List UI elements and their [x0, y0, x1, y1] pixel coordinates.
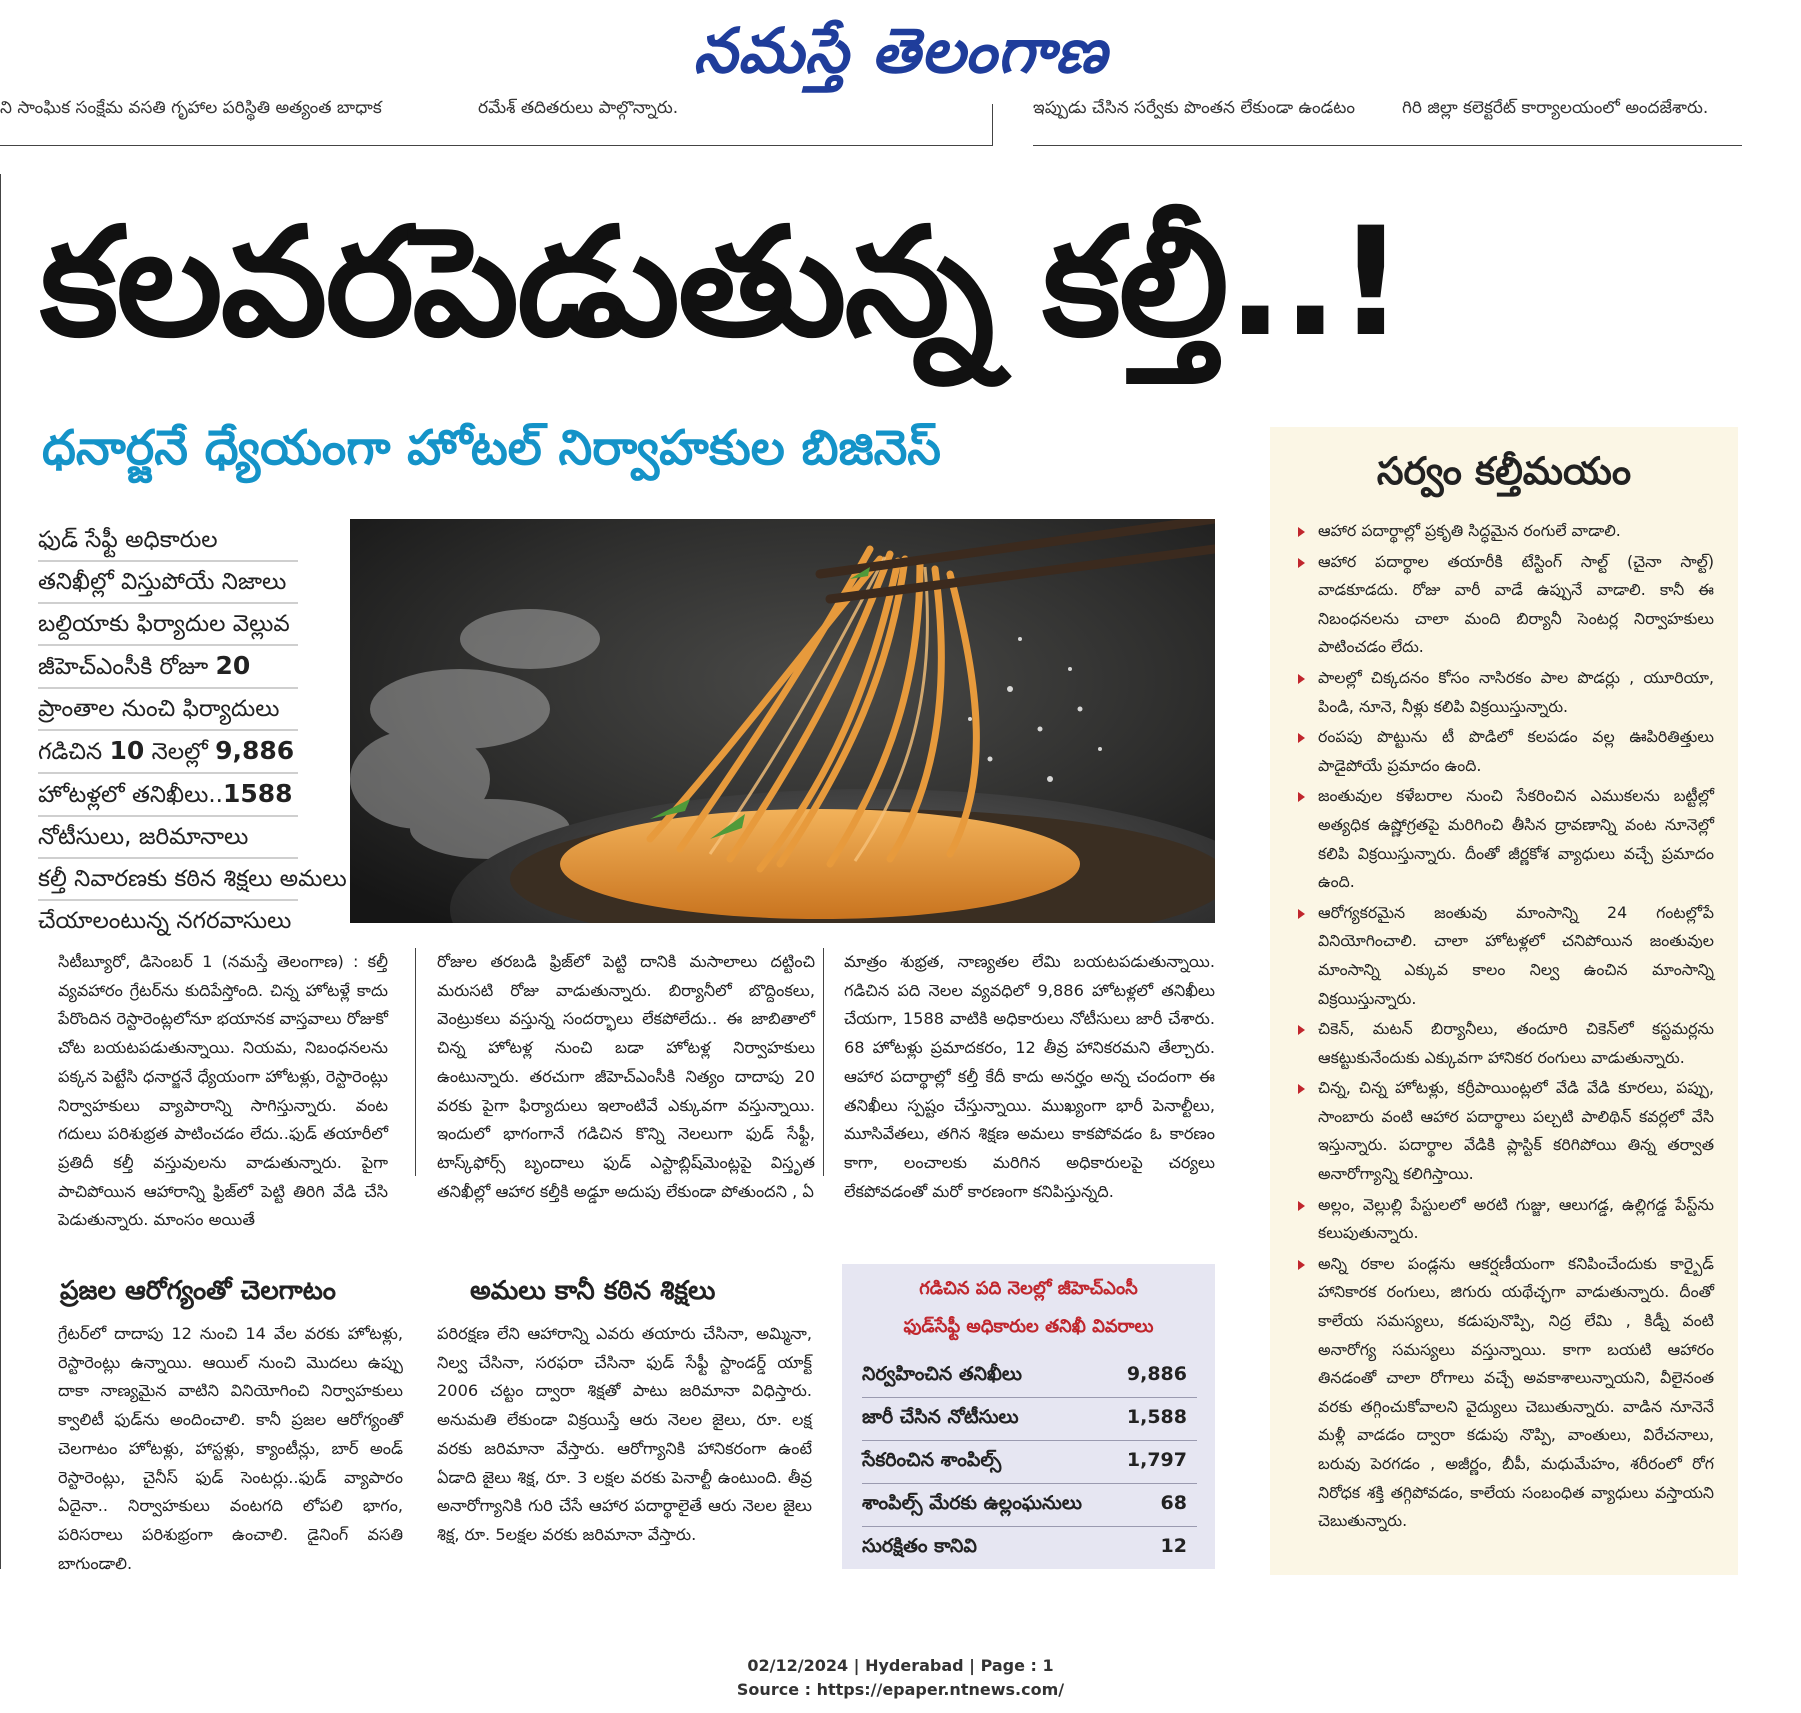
column-rule	[823, 948, 824, 1176]
list-item: చిన్న, చిన్న హోటళ్లు, కర్రీపాయింట్లలో వేడి వేడి కూరలు, పప్పు, సాంబారు వంటి ఆహార పదార్థాలు పల్చటి పాలిథిన్ కవర్లలో వేసి ఇస్తున్నారు. పదార్థాల వేడికి ప్లాస్టిక్ కరిగిపోయి తిన్న తర్వాత అనారోగ్యాన్ని కలిగిస్తాయి.	[1296, 1074, 1714, 1188]
section-body-penalties	[437, 1320, 812, 1550]
list-item: అన్ని రకాల పండ్లను ఆకర్షణీయంగా కనిపించేందుకు కార్బైడ్ హానికారక రంగులు, జిగురు యథేచ్ఛగా వాడుతున్నారు. దీంతో కాలేయ సమస్యలు, కడుపునొప్పి, నిద్ర లేమి , కిడ్నీ వంటి అనారోగ్య సమస్యలు వస్తున్నాయి. కాగా బయటి ఆహారం తినడంతో చాలా రోగాలు వచ్చే అవకాశాలున్నాయని, వీలైనంత వరకు తగ్గించుకోవాలని వైద్యులు చెబుతున్నారు. వాడిన నూనెనే మళ్లీ వాడడం ద్వారా కడుపు నొప్పి, వాంతులు, విరేచనాలు, బరువు పెరగడం , అజీర్ణం, బీపీ, మధుమేహం, శరీరంలో రోగ నిరోధక శక్తి తగ్గిపోవడం, కాలేయ సంబంధిత వ్యాధులు వస్తాయని చెబుతున్నారు.	[1296, 1250, 1714, 1536]
body-column-1	[58, 948, 388, 1235]
top-strip-divider	[992, 104, 993, 146]
table-row: సేకరించిన శాంపిల్స్ 1,797	[862, 1440, 1197, 1484]
footer-source-link[interactable]: Source : https://epaper.ntnews.com/	[736, 1680, 1065, 1699]
body-text: సిటీబ్యూరో, డిసెంబర్ 1 (నమస్తే తెలంగాణ) : కల్తీ వ్యవహారం గ్రేటర్‌ను కుదిపేస్తోంది. చిన్న హోటళ్లే కాదు పేరొందిన రెస్టారెంట్లలోనూ భయానక వాస్తవాలు రోజుకో చోట బయటపడుతున్నాయి. నియమ, నిబంధనలను పక్కన పెట్టేసి ధనార్జనే ధ్యేయంగా హోటళ్లు, రెస్టారెంట్లు నిర్వాహకులు వ్యాపారాన్ని సాగిస్తున్నారు. వంట గదులు పరిశుభ్రత పాటించడం లేదు..ఫుడ్ తయారీలో ప్రతిదీ కల్తీ వస్తువులను వాడుతున్నారు. పైగా పాచిపోయిన ఆహారాన్ని ఫ్రిజ్‌లో పెట్టి తిరిగి వేడి చేసి పెడుతున్నారు. మాంసం అయితే	[58, 952, 388, 1230]
table-row: జారీ చేసిన నోటీసులు 1,588	[862, 1397, 1197, 1441]
highlight-item: హోటళ్లలో తనిఖీలు..1588	[38, 774, 298, 817]
list-item: అల్లం, వెల్లుల్లి పేస్టులలో అరటి గుజ్జు, ఆలుగడ్డ, ఉల్లిగడ్డ పేస్ట్‌ను కలుపుతున్నారు.	[1296, 1191, 1714, 1248]
list-item: పాలల్లో చిక్కదనం కోసం నాసిరకం పాల పొడర్లు , యూరియా, పిండి, నూనె, నీళ్లు కలిపి విక్రయిస్తున్నారు.	[1296, 664, 1714, 721]
list-item: జంతువుల కళేబరాల నుంచి సేకరించిన ఎముకలను బట్టీల్లో అత్యధిక ఉష్ణోగ్రతపై మరిగించి తీసిన ద్రావణాన్ని వంట నూనెల్లో కలిపి విక్రయిస్తున్నారు. దీంతో జీర్ణకోశ వ్యాధులు వచ్చే ప్రమాదం ఉంది.	[1296, 782, 1714, 896]
top-strip-rule-right	[1033, 145, 1742, 146]
highlight-item: ప్రాంతాల నుంచి ఫిర్యాదులు	[38, 689, 298, 731]
sidebar-list	[1296, 517, 1714, 1538]
inspection-stats-table	[842, 1264, 1215, 1569]
body-text: రోజుల తరబడి ఫ్రిజ్‌లో పెట్టి దానికి మసాలాలు దట్టించి మరుసటి రోజు వాడుతున్నారు. బిర్యానీలో బొద్దింకలు, వెంట్రుకలు వస్తున్న సందర్భాలు లేకపోలేదు.. ఈ జాబితాలో చిన్న హోటళ్ల నుంచి బడా హోటళ్ల నిర్వాహకులు ఉంటున్నారు. తరచుగా జీహెచ్ఎంసీకి నిత్యం దాదాపు 20 వరకు పైగా ఫిర్యాదులు ఇలాంటివే ఎక్కువగా వస్తున్నాయి. ఇందులో భాగంగానే గడిచిన కొన్ని నెలలుగా ఫుడ్ సేఫ్టీ, టాస్క్‌ఫోర్స్ బృందాలు ఫుడ్ ఎస్టాబ్లిష్‌మెంట్లపై విస్తృత తనిఖీల్లో ఆహార కల్తీకి అడ్డూ అదుపు లేకుండా పోతుందని , ఏ	[437, 952, 815, 1201]
main-headline: కలవరపెడుతున్న కల్తీ..!	[40, 196, 1404, 370]
table-row: శాంపిల్స్ మేరకు ఉల్లంఘనులు 68	[862, 1483, 1197, 1527]
column-rule	[415, 948, 416, 1176]
top-strip-text-4: గిరి జిల్లా కలెక్టరేట్ కార్యాలయంలో అందజేశారు.	[1402, 98, 1709, 118]
highlight-item: చేయాలంటున్న నగరవాసులు	[38, 908, 292, 934]
top-strip-text-3: ఇప్పుడు చేసిన సర్వేకు పొంతన లేకుండా ఉండటం	[1033, 98, 1356, 118]
table-heading: గడిచిన పది నెలల్లో జీహెచ్ఎంసీ ఫుడ్‌సేఫ్టీ అధికారుల తనిఖీ వివరాలు	[903, 1278, 1154, 1337]
body-text: పరిరక్షణ లేని ఆహారాన్ని ఎవరు తయారు చేసినా, అమ్మినా, నిల్వ చేసినా, సరఫరా చేసినా ఫుడ్ సేఫ్టీ స్టాండర్డ్ యాక్ట్ 2006 చట్టం ద్వారా శిక్షతో పాటు జరిమానా విధిస్తారు. అనుమతి లేకుండా విక్రయిస్తే ఆరు నెలల జైలు, రూ. లక్ష వరకు జరిమానా వేస్తారు. ఆరోగ్యానికి హానికరంగా ఉంటే ఏడాది జైలు శిక్ష, రూ. 3 లక్షల వరకు పెనాల్టీ ఉంటుంది. తీవ్ర అనారోగ్యానికి గురి చేసే ఆహార పదార్థాలైతే ఆరు నెలల జైలు శిక్ష, రూ. 5లక్షల వరకు జరిమానా వేస్తారు.	[437, 1324, 812, 1544]
body-column-3	[844, 948, 1215, 1206]
highlight-item: జీహెచ్ఎంసీకి రోజూ 20	[38, 646, 298, 689]
list-item: ఆహార పదార్థాల్లో ప్రకృతి సిద్ధమైన రంగులే వాడాలి.	[1296, 517, 1714, 546]
noodles-photo	[350, 519, 1215, 923]
sidebar-title: సర్వం కల్తీమయం	[1376, 449, 1632, 493]
highlight-item: కల్తీ నివారణకు కఠిన శిక్షలు అమలు	[38, 859, 298, 901]
section-title-public-health: ప్రజల ఆరోగ్యంతో చెలగాటం	[60, 1276, 336, 1306]
list-item: ఆరోగ్యకరమైన జంతువు మాంసాన్ని 24 గంటల్లోపే వినియోగించాలి. చాలా హోటళ్లలో చనిపోయిన జంతువుల మాంసాన్ని ఎక్కువ కాలం నిల్వ ఉంచిన మాంసాన్ని విక్రయిస్తున్నారు.	[1296, 899, 1714, 1013]
highlight-item: బల్దియాకు ఫిర్యాదుల వెల్లువ	[38, 604, 298, 646]
highlight-item: ఫుడ్ సేఫ్టీ అధికారుల	[38, 520, 298, 562]
table-row: సురక్షితం కానివి 12	[862, 1535, 1187, 1557]
sidebar-box	[1270, 427, 1738, 1575]
footer-date-line: 02/12/2024 | Hyderabad | Page : 1	[747, 1656, 1054, 1675]
top-strip-text-1: ని సాంఘిక సంక్షేమ వసతి గృహాల పరిస్థితి అత్యంత బాధాక	[0, 98, 382, 118]
highlights-list	[38, 520, 347, 941]
table-row: నిర్వహించిన తనిఖీలు 9,886	[862, 1354, 1197, 1398]
section-body-public-health	[58, 1320, 403, 1578]
list-item: చికెన్, మటన్ బిర్యానీలు, తందూరి చికెన్‌లో కస్టమర్లను ఆకట్టుకునేందుకు ఎక్కువగా హానికర రంగులు వాడుతున్నారు.	[1296, 1015, 1714, 1072]
story-left-rule	[0, 174, 1, 1569]
body-text: గ్రేటర్‌లో దాదాపు 12 నుంచి 14 వేల వరకు హోటళ్లు, రెస్టారెంట్లు ఉన్నాయి. ఆయిల్ నుంచి మొదలు ఉప్పు దాకా నాణ్యమైన వాటిని వినియోగించి నిర్వాహకులు క్వాలిటీ ఫుడ్‌ను అందించాలి. కానీ ప్రజల ఆరోగ్యంతో చెలగాటం హోటళ్లు, హాస్టళ్లు, క్యాంటీన్లు, బార్ అండ్ రెస్టారెంట్లు, చైనీస్ ఫుడ్ సెంటర్లు..ఫుడ్ వ్యాపారం ఏదైనా.. నిర్వాహకులు వంటగది లోపలి భాగం, పరిసరాలు పరిశుభ్రంగా ఉంచాలి. డైనింగ్ వసతి బాగుండాలి.	[58, 1324, 403, 1573]
list-item: రంపపు పొట్టును టీ పొడిలో కలపడం వల్ల ఊపిరితిత్తులు పాడైపోయే ప్రమాదం ఉంది.	[1296, 723, 1714, 780]
highlight-item: నోటీసులు, జరిమానాలు	[38, 817, 298, 859]
masthead-logo: నమస్తే తెలంగాణ	[693, 14, 1108, 87]
highlight-item: గడిచిన 10 నెలల్లో 9,886	[38, 731, 298, 774]
section-title-penalties: అమలు కానీ కఠిన శిక్షలు	[470, 1276, 716, 1306]
body-column-2	[437, 948, 815, 1206]
top-strip-text-2: రమేశ్ తదితరులు పాల్గొన్నారు.	[478, 98, 679, 118]
list-item: ఆహార పదార్థాల తయారీకి టేస్టింగ్ సాల్ట్ (చైనా సాల్ట్) వాడకూడదు. రోజు వారీ వాడే ఉప్పునే వాడాలి. కానీ ఈ నిబంధనలను చాలా మంది బిర్యానీ సెంటర్ల నిర్వాహకులు పాటించడం లేదు.	[1296, 548, 1714, 662]
sub-headline: ధనార్జనే ధ్యేయంగా హోటల్ నిర్వాహకుల బిజినెస్	[42, 420, 941, 476]
highlight-item: తనిఖీల్లో విస్తుపోయే నిజాలు	[38, 562, 298, 604]
top-strip-rule-left	[0, 145, 993, 146]
body-text: మాత్రం శుభ్రత, నాణ్యతల లేమి బయటపడుతున్నాయి. గడిచిన పది నెలల వ్యవధిలో 9,886 హోటళ్లలో తనిఖీలు చేయగా, 1588 వాటికి అధికారులు నోటీసులు జారీ చేశారు. 68 హోటళ్లు ప్రమాదకరం, 12 తీవ్ర హానికరమని తేల్చారు. ఆహార పదార్థాల్లో కల్తీ కేదీ కాదు అనర్హం అన్న చందంగా ఈ తనిఖీలు స్పష్టం చేస్తున్నాయి. ముఖ్యంగా భారీ పెనాల్టీలు, మూసివేతలు, తగిన శిక్షణ అమలు కాకపోవడం ఓ కారణం కాగా, లంచాలకు మరిగిన అధికారులపై చర్యలు లేకపోవడంతో మరో కారణంగా కనిపిస్తున్నది.	[844, 952, 1215, 1201]
